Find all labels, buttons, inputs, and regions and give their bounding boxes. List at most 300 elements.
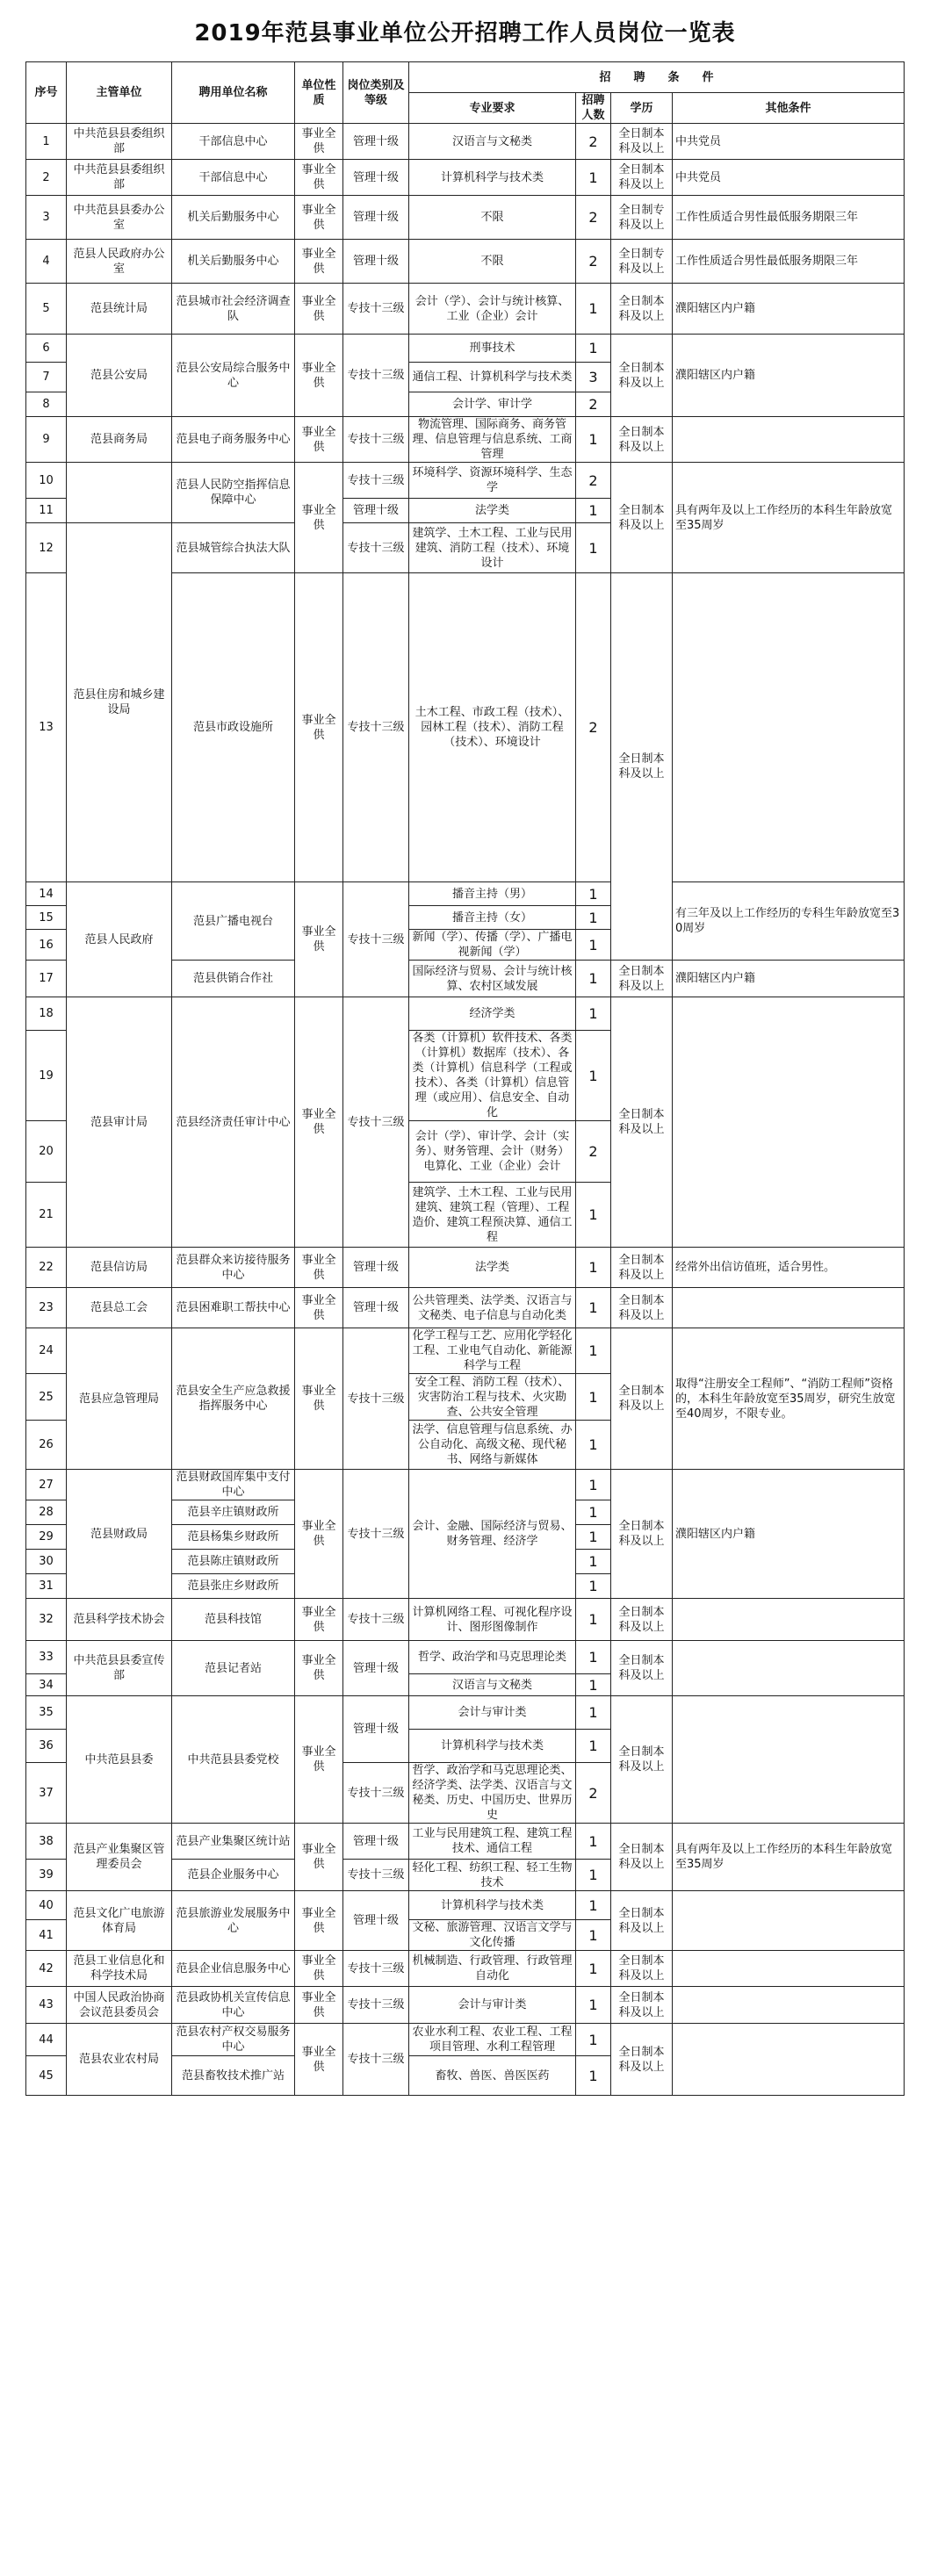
cell-seq: 15: [26, 906, 67, 930]
cell-other: 经常外出信访值班，适合男性。: [673, 1248, 905, 1288]
table-row: [26, 240, 905, 284]
cell-num: 1: [576, 882, 611, 906]
cell-num: 1: [576, 1288, 611, 1328]
cell-num: 1: [576, 1248, 611, 1288]
cell-unit: 范县城市社会经济调查队: [172, 284, 295, 335]
cell-level: 专技十三级: [343, 523, 409, 573]
cell-edu: 全日制本科及以上: [611, 1470, 673, 1599]
cell-other: 中共党员: [673, 124, 905, 160]
cell-unit: 范县供销合作社: [172, 961, 295, 997]
cell-other: 具有两年及以上工作经历的本科生年龄放宽至35周岁: [673, 1824, 905, 1891]
cell-unit: 范县困难职工帮扶中心: [172, 1288, 295, 1328]
table-row: [26, 1599, 905, 1641]
cell-seq: 36: [26, 1730, 67, 1763]
cell-major: 不限: [409, 196, 576, 240]
cell-level: 管理十级: [343, 1891, 409, 1951]
cell-seq: 10: [26, 463, 67, 499]
cell-other: 濮阳辖区内户籍: [673, 961, 905, 997]
cell-unit: 范县人民防空指挥信息保障中心: [172, 463, 295, 523]
cell-unit: 范县公安局综合服务中心: [172, 335, 295, 417]
cell-num: 1: [576, 1183, 611, 1248]
cell-dept: [67, 463, 172, 523]
cell-nature: 事业全供: [295, 882, 343, 997]
cell-major: 播音主持（女）: [409, 906, 576, 930]
cell-major: 文秘、旅游管理、汉语言文学与文化传播: [409, 1920, 576, 1951]
cell-num: 1: [576, 417, 611, 463]
cell-level: 管理十级: [343, 499, 409, 523]
cell-seq: 8: [26, 392, 67, 417]
cell-edu: 全日制本科及以上: [611, 1248, 673, 1288]
cell-edu: 全日制本科及以上: [611, 1288, 673, 1328]
cell-nature: 事业全供: [295, 196, 343, 240]
cell-seq: 3: [26, 196, 67, 240]
cell-nature: 事业全供: [295, 1288, 343, 1328]
cell-nature: 事业全供: [295, 2024, 343, 2096]
cell-seq: 31: [26, 1574, 67, 1599]
cell-nature: 事业全供: [295, 463, 343, 573]
table-row: [26, 2024, 905, 2056]
cell-unit: 机关后勤服务中心: [172, 196, 295, 240]
cell-edu: 全日制本科及以上: [611, 1599, 673, 1641]
cell-major: 机械制造、行政管理、行政管理自动化: [409, 1951, 576, 1987]
cell-major: 工业与民用建筑工程、建筑工程技术、通信工程: [409, 1824, 576, 1860]
cell-major: 新闻（学）、传播（学）、广播电视新闻（学）: [409, 930, 576, 961]
page-title: 2019年范县事业单位公开招聘工作人员岗位一览表: [194, 19, 736, 47]
cell-dept: 中共范县县委: [67, 1696, 172, 1824]
cell-seq: 24: [26, 1328, 67, 1374]
col-edu: 学历: [611, 93, 673, 124]
cell-edu: 全日制本科及以上: [611, 284, 673, 335]
table-row: [26, 997, 905, 1031]
cell-num: 1: [576, 1674, 611, 1696]
cell-dept: 范县审计局: [67, 997, 172, 1248]
cell-edu: 全日制本科及以上: [611, 160, 673, 196]
cell-level: 管理十级: [343, 240, 409, 284]
cell-other: [673, 1696, 905, 1824]
cell-other: [673, 1599, 905, 1641]
cell-num: 1: [576, 1891, 611, 1920]
cell-level: 专技十三级: [343, 1328, 409, 1470]
cell-edu: 全日制本科及以上: [611, 124, 673, 160]
cell-unit: 范县政协机关宣传信息中心: [172, 1987, 295, 2024]
cell-other: [673, 417, 905, 463]
cell-other: 工作性质适合男性最低服务期限三年: [673, 240, 905, 284]
cell-seq: 33: [26, 1641, 67, 1674]
cell-num: 1: [576, 906, 611, 930]
cell-nature: 事业全供: [295, 1248, 343, 1288]
cell-nature: 事业全供: [295, 160, 343, 196]
cell-other: [673, 1891, 905, 1951]
cell-seq: 4: [26, 240, 67, 284]
col-level: 岗位类别及等级: [343, 62, 409, 124]
cell-edu: 全日制本科及以上: [611, 1328, 673, 1470]
cell-num: 1: [576, 930, 611, 961]
cell-num: 2: [576, 573, 611, 882]
cell-num: 1: [576, 1599, 611, 1641]
cell-seq: 11: [26, 499, 67, 523]
cell-unit: 范县企业信息服务中心: [172, 1951, 295, 1987]
col-num: 招聘人数: [576, 93, 611, 124]
cell-major: 农业水利工程、农业工程、工程项目管理、水利工程管理: [409, 2024, 576, 2056]
cell-num: 1: [576, 1987, 611, 2024]
cell-num: 1: [576, 1860, 611, 1891]
cell-edu: 全日制本科及以上: [611, 2024, 673, 2096]
table-row: [26, 1696, 905, 1730]
cell-seq: 19: [26, 1031, 67, 1121]
cell-seq: 17: [26, 961, 67, 997]
table-row: [26, 463, 905, 499]
cell-dept: 中共范县县委组织部: [67, 124, 172, 160]
cell-level: 管理十级: [343, 1288, 409, 1328]
table-row: [26, 284, 905, 335]
cell-nature: 事业全供: [295, 1470, 343, 1599]
cell-nature: 事业全供: [295, 1891, 343, 1951]
cell-edu: 全日制本科及以上: [611, 1987, 673, 2024]
cell-level: 专技十三级: [343, 1860, 409, 1891]
cell-other: [673, 2024, 905, 2096]
table-row: [26, 1951, 905, 1987]
table-row: [26, 124, 905, 160]
cell-major: 轻化工程、纺织工程、轻工生物技术: [409, 1860, 576, 1891]
cell-seq: 30: [26, 1550, 67, 1574]
cell-num: 1: [576, 1525, 611, 1550]
cell-major: 哲学、政治学和马克思理论类、经济学类、法学类、汉语言与文秘类、历史、中国历史、世界历史: [409, 1763, 576, 1824]
cell-unit: 范县张庄乡财政所: [172, 1574, 295, 1599]
cell-num: 1: [576, 523, 611, 573]
cell-seq: 25: [26, 1374, 67, 1421]
cell-level: 专技十三级: [343, 1599, 409, 1641]
cell-level: 专技十三级: [343, 417, 409, 463]
positions-table: [25, 61, 905, 2096]
cell-dept: 范县科学技术协会: [67, 1599, 172, 1641]
cell-seq: 43: [26, 1987, 67, 2024]
cell-other: 濮阳辖区内户籍: [673, 335, 905, 417]
table-row: [26, 1641, 905, 1674]
cell-dept: 范县统计局: [67, 284, 172, 335]
cell-edu: 全日制本科及以上: [611, 1824, 673, 1891]
cell-unit: 范县电子商务服务中心: [172, 417, 295, 463]
cell-major: 环境科学、资源环境科学、生态学: [409, 463, 576, 499]
cell-level: 管理十级: [343, 1696, 409, 1763]
cell-unit: 范县市政设施所: [172, 573, 295, 882]
cell-major: 建筑学、土木工程、工业与民用建筑、建筑工程（管理）、工程造价、建筑工程预决算、通信工程: [409, 1183, 576, 1248]
cell-seq: 42: [26, 1951, 67, 1987]
cell-unit: 机关后勤服务中心: [172, 240, 295, 284]
cell-major: 法学类: [409, 1248, 576, 1288]
cell-seq: 22: [26, 1248, 67, 1288]
cell-num: 1: [576, 2056, 611, 2096]
cell-num: 2: [576, 392, 611, 417]
cell-level: 专技十三级: [343, 882, 409, 997]
cell-num: 1: [576, 1470, 611, 1500]
cell-seq: 23: [26, 1288, 67, 1328]
cell-num: 1: [576, 1574, 611, 1599]
cell-nature: 事业全供: [295, 1824, 343, 1891]
table-row: [26, 1328, 905, 1374]
cell-dept: 范县商务局: [67, 417, 172, 463]
cell-seq: 37: [26, 1763, 67, 1824]
col-recruit: 招 聘 条 件: [409, 62, 905, 93]
cell-num: 1: [576, 1920, 611, 1951]
cell-edu: 全日制本科及以上: [611, 463, 673, 573]
cell-major: 计算机科学与技术类: [409, 160, 576, 196]
cell-major: 刑事技术: [409, 335, 576, 363]
cell-num: 1: [576, 1696, 611, 1730]
cell-nature: 事业全供: [295, 1696, 343, 1824]
cell-unit: 干部信息中心: [172, 124, 295, 160]
cell-dept: 范县公安局: [67, 335, 172, 417]
cell-seq: 16: [26, 930, 67, 961]
cell-edu: 全日制本科及以上: [611, 1696, 673, 1824]
cell-edu: 全日制本科及以上: [611, 417, 673, 463]
cell-unit: 范县辛庄镇财政所: [172, 1500, 295, 1525]
cell-nature: 事业全供: [295, 997, 343, 1248]
cell-num: 2: [576, 196, 611, 240]
cell-nature: 事业全供: [295, 1641, 343, 1696]
cell-seq: 35: [26, 1696, 67, 1730]
table-row: [26, 1824, 905, 1860]
cell-level: 管理十级: [343, 124, 409, 160]
cell-num: 1: [576, 1550, 611, 1574]
cell-unit: 范县经济责任审计中心: [172, 997, 295, 1248]
cell-unit: 范县广播电视台: [172, 882, 295, 961]
cell-num: 1: [576, 1730, 611, 1763]
cell-dept: 范县应急管理局: [67, 1328, 172, 1470]
cell-level: 管理十级: [343, 1248, 409, 1288]
cell-num: 2: [576, 240, 611, 284]
table-row: [26, 1248, 905, 1288]
table-row: [26, 417, 905, 463]
cell-unit: 干部信息中心: [172, 160, 295, 196]
cell-dept: 中共范县县委组织部: [67, 160, 172, 196]
cell-seq: 28: [26, 1500, 67, 1525]
cell-level: 专技十三级: [343, 463, 409, 499]
col-seq: 序号: [26, 62, 67, 124]
cell-major: 各类（计算机）软件技术、各类（计算机）数据库（技术）、各类（计算机）信息科学（工程或技术）、各类（计算机）信息管理（或应用）、信息安全、自动化: [409, 1031, 576, 1121]
cell-unit: 范县安全生产应急救援指挥服务中心: [172, 1328, 295, 1470]
cell-num: 1: [576, 335, 611, 363]
cell-unit: 范县财政国库集中支付中心: [172, 1470, 295, 1500]
cell-other: [673, 1641, 905, 1696]
table-row: [26, 160, 905, 196]
cell-seq: 13: [26, 573, 67, 882]
cell-major: 畜牧、兽医、兽医医药: [409, 2056, 576, 2096]
cell-edu: 全日制本科及以上: [611, 997, 673, 1248]
cell-seq: 40: [26, 1891, 67, 1920]
header-row: [26, 62, 905, 93]
cell-dept: 中共范县县委办公室: [67, 196, 172, 240]
cell-num: 1: [576, 1374, 611, 1421]
cell-seq: 7: [26, 363, 67, 392]
cell-nature: 事业全供: [295, 1987, 343, 2024]
cell-major: 会计（学）、会计与统计核算、工业（企业）会计: [409, 284, 576, 335]
cell-seq: 18: [26, 997, 67, 1031]
cell-level: 专技十三级: [343, 573, 409, 882]
cell-major: 通信工程、计算机科学与技术类: [409, 363, 576, 392]
cell-major: 化学工程与工艺、应用化学轻化工程、工业电气自动化、新能源科学与工程: [409, 1328, 576, 1374]
cell-major: 计算机网络工程、可视化程序设计、图形图像制作: [409, 1599, 576, 1641]
cell-num: 3: [576, 363, 611, 392]
cell-seq: 26: [26, 1421, 67, 1470]
cell-seq: 32: [26, 1599, 67, 1641]
cell-num: 2: [576, 124, 611, 160]
cell-dept: 范县总工会: [67, 1288, 172, 1328]
cell-level: 专技十三级: [343, 997, 409, 1248]
cell-unit: 中共范县县委党校: [172, 1696, 295, 1824]
cell-unit: 范县旅游业发展服务中心: [172, 1891, 295, 1951]
table-row: [26, 1470, 905, 1500]
cell-dept: 范县人民政府办公室: [67, 240, 172, 284]
cell-major: 国际经济与贸易、会计与统计核算、农村区域发展: [409, 961, 576, 997]
cell-unit: 范县记者站: [172, 1641, 295, 1696]
cell-num: 1: [576, 997, 611, 1031]
cell-nature: 事业全供: [295, 1599, 343, 1641]
cell-other: 濮阳辖区内户籍: [673, 1470, 905, 1599]
cell-nature: 事业全供: [295, 240, 343, 284]
cell-nature: 事业全供: [295, 284, 343, 335]
cell-seq: 5: [26, 284, 67, 335]
cell-seq: 12: [26, 523, 67, 573]
cell-level: 专技十三级: [343, 335, 409, 417]
cell-seq: 2: [26, 160, 67, 196]
cell-other: 濮阳辖区内户籍: [673, 284, 905, 335]
cell-major: 法学类: [409, 499, 576, 523]
table-row: [26, 335, 905, 363]
cell-unit: 范县农村产权交易服务中心: [172, 2024, 295, 2056]
cell-dept: 范县文化广电旅游体育局: [67, 1891, 172, 1951]
cell-edu: 全日制本科及以上: [611, 1641, 673, 1696]
cell-level: 专技十三级: [343, 1763, 409, 1824]
cell-nature: 事业全供: [295, 573, 343, 882]
cell-level: 专技十三级: [343, 284, 409, 335]
cell-seq: 44: [26, 2024, 67, 2056]
cell-num: 1: [576, 1824, 611, 1860]
cell-other: [673, 1951, 905, 1987]
cell-level: 专技十三级: [343, 1987, 409, 2024]
cell-num: 1: [576, 499, 611, 523]
cell-level: 专技十三级: [343, 1951, 409, 1987]
cell-dept: 范县住房和城乡建设局: [67, 523, 172, 882]
col-major: 专业要求: [409, 93, 576, 124]
cell-major: 会计学、审计学: [409, 392, 576, 417]
cell-level: 专技十三级: [343, 2024, 409, 2096]
cell-major: 法学、信息管理与信息系统、办公自动化、高级文秘、现代秘书、网络与新媒体: [409, 1421, 576, 1470]
cell-num: 1: [576, 1641, 611, 1674]
cell-seq: 45: [26, 2056, 67, 2096]
cell-major: 公共管理类、法学类、汉语言与文秘类、电子信息与自动化类: [409, 1288, 576, 1328]
cell-seq: 1: [26, 124, 67, 160]
cell-dept: 范县工业信息化和科学技术局: [67, 1951, 172, 1987]
col-nature: 单位性质: [295, 62, 343, 124]
cell-seq: 6: [26, 335, 67, 363]
cell-major: 安全工程、消防工程（技术）、灾害防治工程与技术、火灾勘查、公共安全管理: [409, 1374, 576, 1421]
cell-num: 1: [576, 1421, 611, 1470]
cell-level: 专技十三级: [343, 1470, 409, 1599]
cell-dept: 范县信访局: [67, 1248, 172, 1288]
cell-num: 1: [576, 1951, 611, 1987]
cell-unit: 范县产业集聚区统计站: [172, 1824, 295, 1860]
cell-other: [673, 1288, 905, 1328]
cell-major: 会计与审计类: [409, 1696, 576, 1730]
cell-seq: 9: [26, 417, 67, 463]
cell-edu: 全日制本科及以上: [611, 335, 673, 417]
cell-level: 管理十级: [343, 160, 409, 196]
cell-major: 物流管理、国际商务、商务管理、信息管理与信息系统、工商管理: [409, 417, 576, 463]
col-unit: 聘用单位名称: [172, 62, 295, 124]
cell-edu: 全日制本科及以上: [611, 1951, 673, 1987]
cell-dept: 范县产业集聚区管理委员会: [67, 1824, 172, 1891]
table-row: [26, 1987, 905, 2024]
cell-seq: 38: [26, 1824, 67, 1860]
cell-num: 1: [576, 1328, 611, 1374]
cell-major: 不限: [409, 240, 576, 284]
cell-edu: 全日制本科及以上: [611, 961, 673, 997]
cell-major: 会计、金融、国际经济与贸易、财务管理、经济学: [409, 1470, 576, 1599]
cell-num: 1: [576, 160, 611, 196]
cell-seq: 20: [26, 1121, 67, 1183]
cell-num: 1: [576, 1500, 611, 1525]
cell-unit: 范县企业服务中心: [172, 1860, 295, 1891]
cell-edu: 全日制本科及以上: [611, 573, 673, 961]
cell-seq: 41: [26, 1920, 67, 1951]
col-other: 其他条件: [673, 93, 905, 124]
table-row: [26, 196, 905, 240]
cell-major: 经济学类: [409, 997, 576, 1031]
cell-major: 会计（学）、审计学、会计（实务）、财务管理、会计（财务）电算化、工业（企业）会计: [409, 1121, 576, 1183]
cell-seq: 27: [26, 1470, 67, 1500]
cell-num: 2: [576, 1121, 611, 1183]
cell-unit: 范县杨集乡财政所: [172, 1525, 295, 1550]
cell-major: 计算机科学与技术类: [409, 1730, 576, 1763]
cell-nature: 事业全供: [295, 417, 343, 463]
table-row: [26, 1288, 905, 1328]
cell-major: 计算机科学与技术类: [409, 1891, 576, 1920]
cell-seq: 21: [26, 1183, 67, 1248]
cell-num: 1: [576, 284, 611, 335]
col-dept: 主管单位: [67, 62, 172, 124]
cell-nature: 事业全供: [295, 124, 343, 160]
cell-dept: 范县人民政府: [67, 882, 172, 997]
cell-seq: 39: [26, 1860, 67, 1891]
cell-other: [673, 997, 905, 1248]
cell-unit: 范县城管综合执法大队: [172, 523, 295, 573]
cell-major: 建筑学、土木工程、工业与民用建筑、消防工程（技术）、环境设计: [409, 523, 576, 573]
cell-major: 会计与审计类: [409, 1987, 576, 2024]
cell-other: 中共党员: [673, 160, 905, 196]
cell-level: 管理十级: [343, 1641, 409, 1696]
cell-major: 汉语言与文秘类: [409, 1674, 576, 1696]
cell-num: 1: [576, 2024, 611, 2056]
cell-unit: 范县群众来访接待服务中心: [172, 1248, 295, 1288]
cell-edu: 全日制本科及以上: [611, 1891, 673, 1951]
cell-other: 工作性质适合男性最低服务期限三年: [673, 196, 905, 240]
cell-major: 哲学、政治学和马克思理论类: [409, 1641, 576, 1674]
cell-other: 具有两年及以上工作经历的本科生年龄放宽至35周岁: [673, 463, 905, 573]
cell-major: 土木工程、市政工程（技术）、园林工程（技术）、消防工程（技术）、环境设计: [409, 573, 576, 882]
cell-nature: 事业全供: [295, 1951, 343, 1987]
cell-num: 2: [576, 463, 611, 499]
cell-edu: 全日制专科及以上: [611, 240, 673, 284]
cell-seq: 14: [26, 882, 67, 906]
cell-major: 播音主持（男）: [409, 882, 576, 906]
cell-dept: 中共范县县委宣传部: [67, 1641, 172, 1696]
cell-nature: 事业全供: [295, 1328, 343, 1470]
cell-dept: 范县财政局: [67, 1470, 172, 1599]
cell-seq: 34: [26, 1674, 67, 1696]
cell-unit: 范县陈庄镇财政所: [172, 1550, 295, 1574]
cell-num: 1: [576, 961, 611, 997]
cell-seq: 29: [26, 1525, 67, 1550]
